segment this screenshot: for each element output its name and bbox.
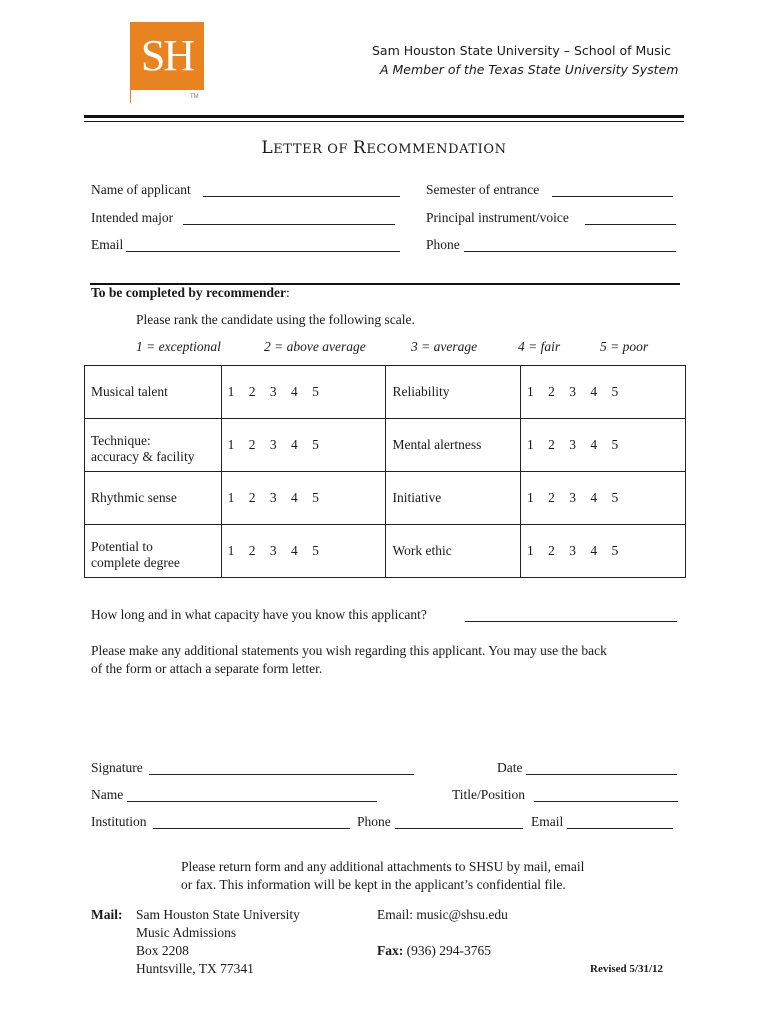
scale-item-4: 4 = fair — [518, 339, 561, 354]
rating-scale[interactable]: 1 2 3 4 5 — [221, 472, 386, 525]
semester-label: Semester of entrance — [426, 182, 540, 197]
email-label: Email — [91, 237, 124, 252]
signature-label: Signature — [91, 760, 143, 775]
title-cap-r: R — [352, 138, 367, 158]
scale-item-3: 3 = average — [411, 339, 478, 354]
major-field[interactable] — [183, 224, 395, 225]
return-note-line2: or fax. This information will be kept in the applicant’s confidential file. — [181, 877, 566, 892]
logo-trademark: TM — [190, 94, 199, 100]
table-row — [85, 525, 686, 578]
address-line-4: Huntsville, TX 77341 — [136, 961, 254, 976]
header-rule-thick — [84, 115, 684, 118]
address-line-2: Music Admissions — [136, 925, 237, 940]
recommender-heading-colon: : — [285, 285, 290, 300]
table-row — [85, 472, 686, 525]
title-rest-1: ETTER OF — [273, 142, 353, 157]
email2-label: Email — [531, 814, 564, 829]
title-position-label: Title/Position — [452, 787, 526, 802]
how-long-question: How long and in what capacity have you know this applicant? — [91, 607, 427, 622]
signature-field[interactable] — [149, 774, 414, 775]
contact-fax — [377, 943, 491, 959]
table-row — [85, 366, 686, 419]
phone-label: Phone — [426, 237, 460, 252]
fax-label: Fax: — [377, 943, 404, 958]
date-label: Date — [497, 760, 523, 775]
contact-email[interactable]: Email: music@shsu.edu — [377, 907, 508, 922]
rating-label-left: Potential to complete degree — [85, 525, 222, 578]
date-field[interactable] — [526, 774, 677, 775]
rating-scale[interactable]: 1 2 3 4 5 — [221, 525, 386, 578]
scale-instruction: Please rank the candidate using the following scale. — [136, 312, 415, 327]
rating-label-left: Musical talent — [85, 366, 222, 419]
fax-number: (936) 294-3765 — [406, 943, 491, 958]
mail-label: Mail: — [91, 907, 123, 922]
additional-statements-line1: Please make any additional statements you wish regarding this applicant. You may use the back — [91, 643, 607, 658]
instrument-field[interactable] — [585, 224, 676, 225]
rating-scale[interactable]: 1 2 3 4 5 — [521, 525, 686, 578]
rating-label-right: Mental alertness — [386, 419, 521, 472]
system-member-line: A Member of the Texas State University System — [380, 62, 679, 77]
instrument-label: Principal instrument/voice — [426, 210, 569, 225]
revised-date: Revised 5/31/12 — [590, 963, 664, 975]
institution-field[interactable] — [153, 828, 350, 829]
email-field[interactable] — [126, 251, 400, 252]
scale-item-5: 5 = poor — [600, 339, 649, 354]
rating-scale[interactable]: 1 2 3 4 5 — [521, 472, 686, 525]
rating-label-right: Reliability — [386, 366, 521, 419]
recommender-heading — [91, 285, 290, 301]
shsu-logo — [130, 22, 204, 90]
rating-label-left: Rhythmic sense — [85, 472, 222, 525]
institution-label: Institution — [91, 814, 147, 829]
rating-scale[interactable]: 1 2 3 4 5 — [221, 366, 386, 419]
semester-field[interactable] — [552, 196, 673, 197]
applicant-name-field[interactable] — [203, 196, 400, 197]
how-long-field[interactable] — [465, 621, 677, 622]
rating-table — [84, 365, 686, 578]
header-rule-thin — [84, 121, 684, 122]
title-rest-2: ECOMMENDATION — [366, 142, 507, 157]
email2-field[interactable] — [567, 828, 673, 829]
address-line-1: Sam Houston State University — [136, 907, 300, 922]
scale-item-1: 1 = exceptional — [136, 339, 221, 354]
additional-statements-line2: of the form or attach a separate form letter. — [91, 661, 323, 676]
rating-label-left: Technique: accuracy & facility — [85, 419, 222, 472]
title-cap-l: L — [261, 138, 274, 158]
phone2-label: Phone — [357, 814, 391, 829]
major-label: Intended major — [91, 210, 174, 225]
scale-item-2: 2 = above average — [264, 339, 366, 354]
return-note-line1: Please return form and any additional attachments to SHSU by mail, email — [181, 859, 585, 874]
rating-scale[interactable]: 1 2 3 4 5 — [521, 419, 686, 472]
recommender-heading-text: To be completed by recommender — [91, 285, 286, 300]
rating-label-right: Work ethic — [386, 525, 521, 578]
phone-field[interactable] — [464, 251, 676, 252]
logo-text: SH — [140, 31, 194, 80]
name-field[interactable] — [127, 801, 377, 802]
address-line-3: Box 2208 — [136, 943, 189, 958]
logo-accent-line — [130, 90, 131, 103]
university-name: Sam Houston State University – School of Music — [372, 43, 672, 58]
title-position-field[interactable] — [534, 801, 678, 802]
applicant-name-label: Name of applicant — [91, 182, 191, 197]
rating-scale[interactable]: 1 2 3 4 5 — [221, 419, 386, 472]
name-label: Name — [91, 787, 124, 802]
page-title — [0, 138, 768, 158]
rating-label-right: Initiative — [386, 472, 521, 525]
table-row — [85, 419, 686, 472]
phone2-field[interactable] — [395, 828, 523, 829]
rating-scale[interactable]: 1 2 3 4 5 — [521, 366, 686, 419]
